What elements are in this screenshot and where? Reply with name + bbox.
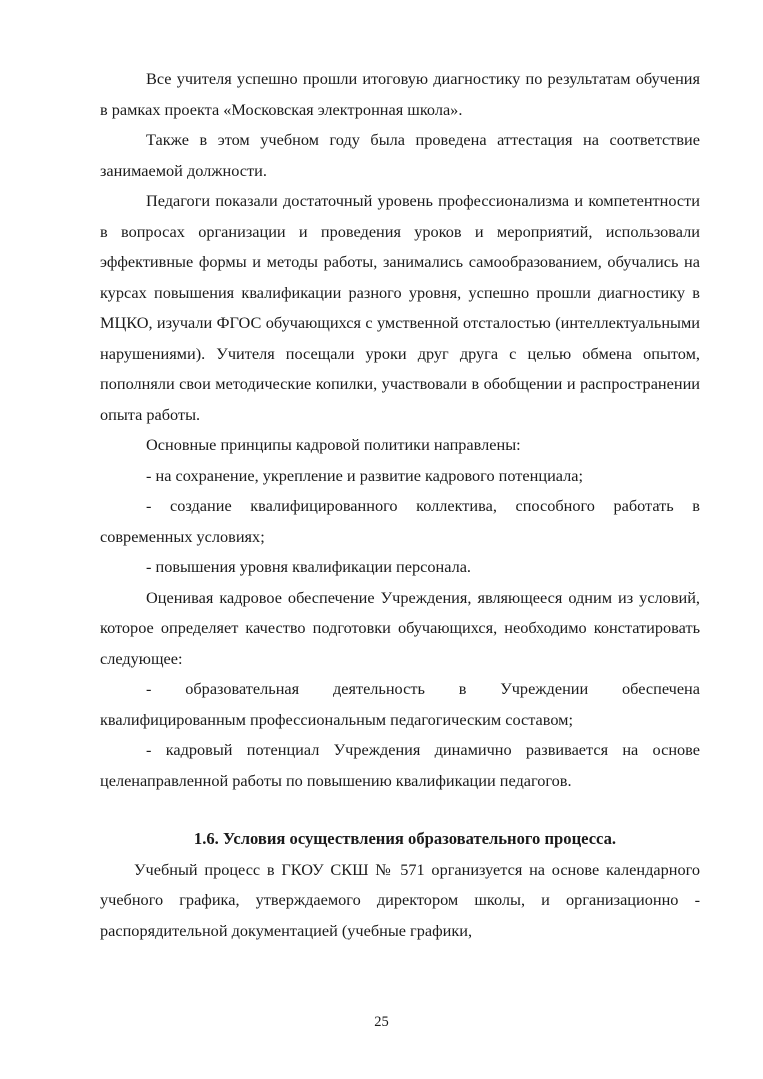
list-item-preservation: - на сохранение, укрепление и развитие кадрового потенциала;	[146, 465, 584, 485]
list-item-qualified-team: - создание квалифицированного коллектива, способного работать в современных условиях;	[100, 496, 700, 546]
list-item-educational-activity: - образовательная деятельность в Учреждении обеспечена квалифицированным профессиональным педагогическим составом;	[100, 679, 700, 729]
paragraph-teachers-competence: Педагоги показали достаточный уровень профессионализма и компетентности в вопросах организации и проведения уроков и мероприятий, использовали эффективные формы и методы работы, занимались самообразованием, обучались на курсах повышения квалификации разного уровня, успешно прошли диагностику в МЦКО, изучали ФГОС обучающихся с умственной отсталостью (интеллектуальными нарушениями). Учителя посещали уроки друг друга с целью обмена опытом, пополняли свои методические копилки, участвовали в обобщении и распространении опыта работы.	[100, 191, 700, 424]
paragraph-educational-process: Учебный процесс в ГКОУ СКШ № 571 организуется на основе календарного учебного графика, утверждаемого директором школы, и организационно - распорядительной документацией (учебные графики,	[100, 859, 700, 940]
page-body	[100, 64, 700, 946]
section-heading: 1.6. Условия осуществления образовательного процесса.	[193, 829, 617, 848]
section-gap	[100, 796, 700, 824]
list-item-staff-potential: - кадровый потенциал Учреждения динамично развивается на основе целенаправленной работы по повышению квалификации педагогов.	[100, 740, 700, 790]
paragraph-attestation: Также в этом учебном году была проведена аттестация на соответствие занимаемой должности.	[100, 130, 700, 180]
paragraph-staffing-assessment: Оценивая кадровое обеспечение Учреждения, являющееся одним из условий, которое определяет качество подготовки обучающихся, необходимо констатировать следующее:	[100, 587, 700, 668]
list-item-qualification: - повышения уровня квалификации персонала.	[146, 557, 472, 576]
page-number: 25	[374, 1014, 389, 1030]
paragraph-hr-principles: Основные принципы кадровой политики направлены:	[146, 435, 521, 454]
paragraph-diagnostics: Все учителя успешно прошли итоговую диагностику по результатам обучения в рамках проекта «Московская электронная школа».	[100, 69, 700, 119]
